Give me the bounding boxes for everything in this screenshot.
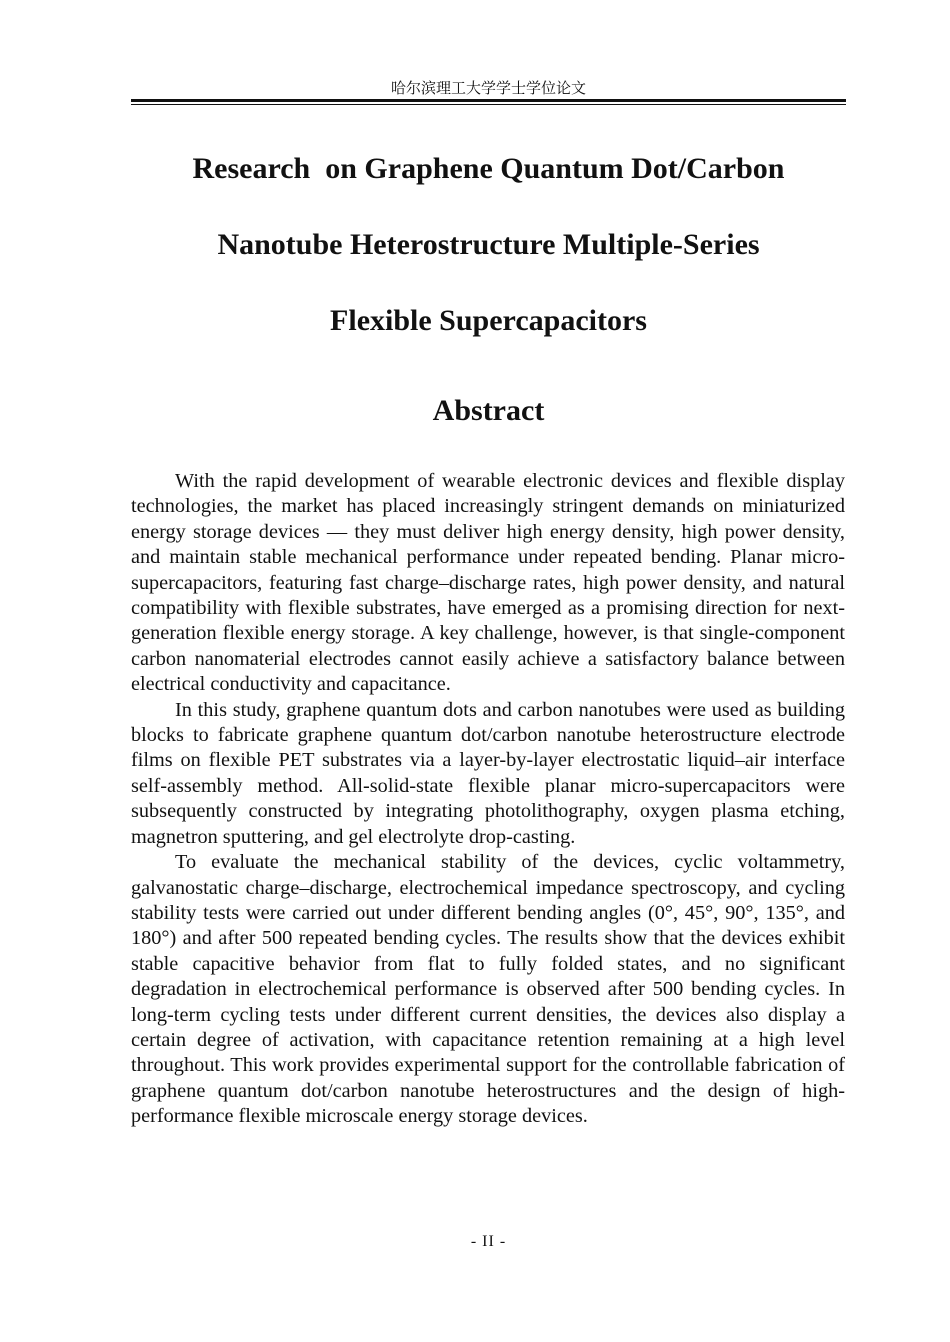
running-header: 哈尔滨理工大学学士学位论文	[390, 79, 586, 97]
page-number: - II -	[470, 1233, 507, 1250]
abstract-paragraph-2: In this study, graphene quantum dots and carbon nanotubes were used as building blocks to fabricate graphene quantum dot/carbon nanotube heterostructure electrode films on flexible PET substrates via a layer-by-layer electrostatic liquid–air interface self-assembly method. All-solid-state flexible planar micro-supercapacitors were subsequently constructed by integrating photolithography, oxygen plasma etching, magnetron sputtering, and gel electrolyte drop-casting.	[131, 698, 845, 848]
title-line-2: Nanotube Heterostructure Multiple-Series	[217, 228, 760, 261]
header-rule-thick	[131, 99, 846, 102]
header-rule-thin	[131, 104, 846, 105]
title-line-1: Research on Graphene Quantum Dot/Carbon	[192, 152, 785, 185]
abstract-body	[131, 469, 845, 1130]
abstract-paragraph-3: To evaluate the mechanical stability of the devices, cyclic voltammetry, galvanostatic charge–discharge, electrochemical impedance spectroscopy, and cycling stability tests were carried out under different bending angles (0°, 45°, 90°, 135°, and 180°) and after 500 repeated bending cycles. The results show that the devices exhibit stable capacitive behavior from flat to fully folded states, and no significant degradation in electrochemical performance is observed after 500 bending cycles. In long-term cycling tests under different current densities, the devices also display a certain degree of activation, with capacitance retention remaining at a high level throughout. This work provides experimental support for the controllable fabrication of graphene quantum dot/carbon nanotube heterostructures and the design of high-performance flexible microscale energy storage devices.	[131, 851, 845, 1128]
thesis-title	[131, 150, 846, 378]
abstract-paragraph-1: With the rapid development of wearable electronic devices and flexible display technologies, the market has placed increasingly stringent demands on miniaturized energy storage devices — they must deliver high energy density, high power density, and maintain stable mechanical performance under repeated bending. Planar micro-supercapacitors, featuring fast charge–discharge rates, high power density, and natural compatibility with flexible substrates, have emerged as a promising direction for next-generation flexible energy storage. A key challenge, however, is that single-component carbon nanomaterial electrodes cannot easily achieve a satisfactory balance between electrical conductivity and capacitance.	[131, 470, 845, 696]
abstract-heading: Abstract	[432, 394, 545, 427]
title-line-3: Flexible Supercapacitors	[330, 304, 647, 337]
